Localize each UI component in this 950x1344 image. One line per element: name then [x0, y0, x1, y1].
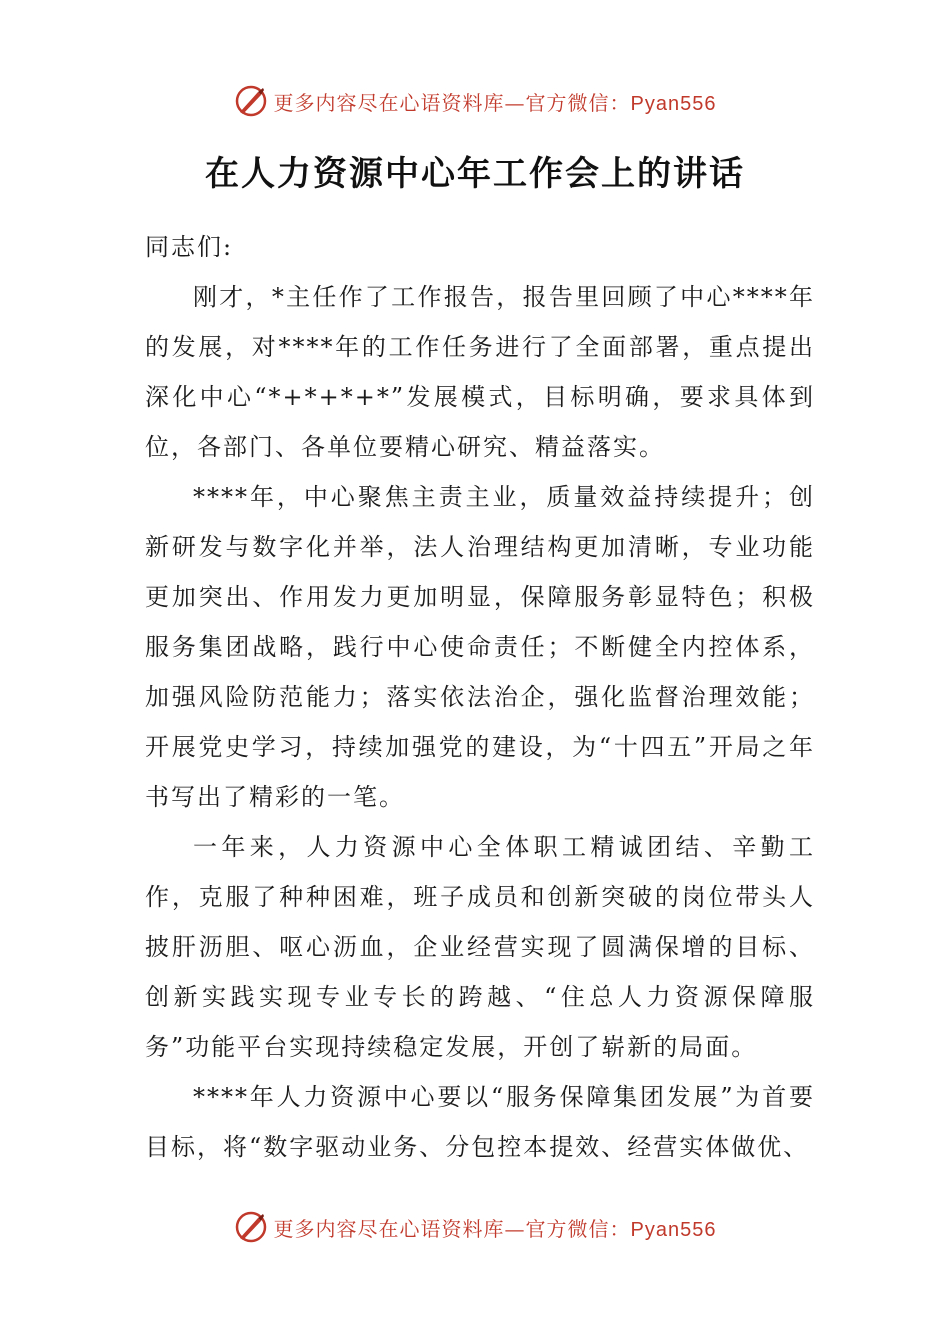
watermark-dash: —: [504, 1216, 526, 1241]
document-title: 在人力资源中心年工作会上的讲话: [205, 154, 745, 194]
pen-circle-logo-icon: [234, 1210, 268, 1244]
watermark-main-text: 更多内容尽在心语资料库: [273, 90, 505, 115]
pen-circle-logo-icon: [234, 84, 268, 118]
watermark-label: [274, 1213, 717, 1242]
watermark-dash: —: [504, 90, 526, 115]
salutation: 同志们:: [145, 233, 234, 261]
watermark-main-text: 更多内容尽在心语资料库: [273, 1216, 505, 1241]
watermark-official: 官方微信：: [525, 90, 631, 115]
paragraph: ****年人力资源中心要以“服务保障集团发展”为首要目标，将“数字驱动业务、分包控本提效、经营实体做优、: [145, 1083, 815, 1161]
paragraph: 一年来，人力资源中心全体职工精诚团结、辛勤工作，克服了种种困难，班子成员和创新突破的岗位带头人披肝沥胆、呕心沥血，企业经营实现了圆满保增的目标、创新实践实现专业专长的跨越、“住总人力资源保障服务”功能平台实现持续稳定发展，开创了崭新的局面。: [145, 833, 815, 1061]
watermark-id: Pyan556: [630, 92, 717, 115]
watermark-label: [274, 87, 717, 116]
paragraph: ****年，中心聚焦主责主业，质量效益持续提升；创新研发与数字化并举，法人治理结构更加清晰，专业功能更加突出、作用发力更加明显，保障服务彰显特色；积极服务集团战略，践行中心使命责任；不断健全内控体系，加强风险防范能力；落实依法治企，强化监督治理效能；开展党史学习，持续加强党的建设，为“十四五”开局之年书写出了精彩的一笔。: [145, 483, 815, 811]
document-body: [145, 222, 815, 1172]
watermark-footer: [0, 1210, 950, 1244]
watermark-official: 官方微信：: [525, 1216, 631, 1241]
paragraph: 刚才，*主任作了工作报告，报告里回顾了中心****年的发展，对****年的工作任务进行了全面部署，重点提出深化中心“*+*+*+*”发展模式，目标明确，要求具体到位，各部门、各单位要精心研究、精益落实。: [145, 283, 815, 461]
watermark-id: Pyan556: [630, 1218, 717, 1241]
watermark-header: [0, 84, 950, 118]
